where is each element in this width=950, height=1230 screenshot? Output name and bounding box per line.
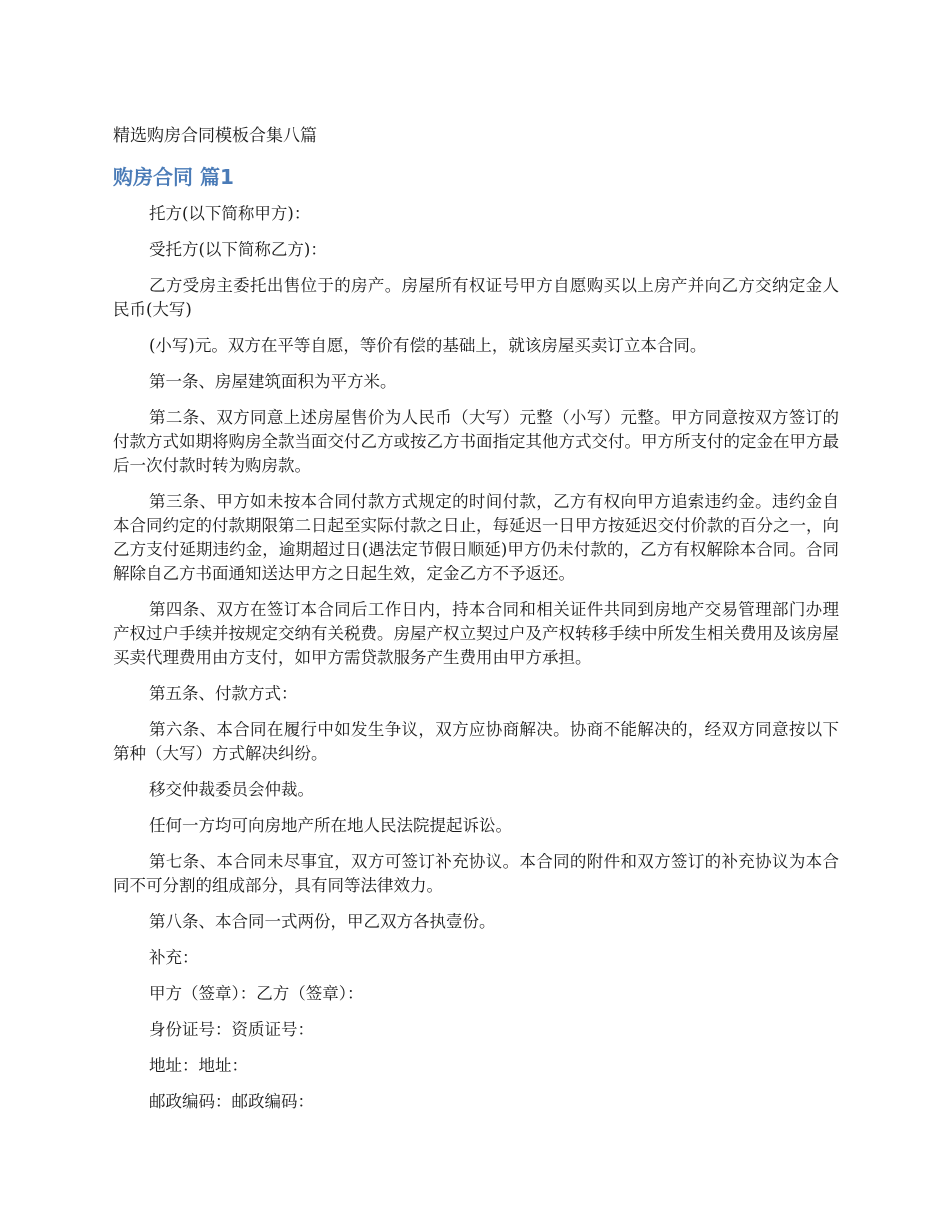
section-heading: 购房合同 篇1 bbox=[113, 165, 234, 189]
paragraph: 受托方(以下简称乙方)： bbox=[149, 240, 327, 259]
paragraph: 邮政编码：邮政编码： bbox=[149, 1092, 314, 1111]
paragraph: 托方(以下简称甲方)： bbox=[149, 204, 311, 223]
paragraph: 地址：地址： bbox=[149, 1056, 248, 1075]
paragraph: 第一条、房屋建筑面积为平方米。 bbox=[149, 372, 397, 391]
paragraph: 第八条、本合同一式两份，甲乙双方各执壹份。 bbox=[149, 912, 496, 931]
paragraph: 任何一方均可向房地产所在地人民法院提起诉讼。 bbox=[149, 816, 512, 835]
paragraph: 移交仲裁委员会仲裁。 bbox=[149, 780, 314, 799]
paragraph: 第三条、甲方如未按本合同付款方式规定的时间付款，乙方有权向甲方追索违约金。违约金自本合同约定的付款期限第二日起至实际付款之日止，每延迟一日甲方按延迟交付价款的百分之一，向乙方支付延期违约金，逾期超过日(遇法定节假日顺延)甲方仍未付款的，乙方有权解除本合同。合同解除自乙方书面通知送达甲方之日起生效，定金乙方不予返还。 bbox=[113, 492, 839, 583]
paragraph: 第四条、双方在签订本合同后工作日内，持本合同和相关证件共同到房地产交易管理部门办理产权过户手续并按规定交纳有关税费。房屋产权立契过户及产权转移手续中所发生相关费用及该房屋买卖代理费用由方支付，如甲方需贷款服务产生费用由甲方承担。 bbox=[113, 600, 839, 667]
document-title: 精选购房合同模板合集八篇 bbox=[113, 126, 317, 146]
paragraph: 补充： bbox=[149, 948, 199, 967]
paragraph: 第七条、本合同未尽事宜，双方可签订补充协议。本合同的附件和双方签订的补充协议为本合同不可分割的组成部分，具有同等法律效力。 bbox=[113, 852, 839, 895]
paragraph: 第二条、双方同意上述房屋售价为人民币（大写）元整（小写）元整。甲方同意按双方签订的付款方式如期将购房全款当面交付乙方或按乙方书面指定其他方式交付。甲方所支付的定金在甲方最后一次付款时转为购房款。 bbox=[113, 408, 839, 475]
paragraph: 甲方（签章）：乙方（签章）： bbox=[149, 984, 364, 1003]
paragraph: 乙方受房主委托出售位于的房产。房屋所有权证号甲方自愿购买以上房产并向乙方交纳定金人民币(大写) bbox=[113, 276, 839, 319]
paragraph: 第六条、本合同在履行中如发生争议，双方应协商解决。协商不能解决的，经双方同意按以下第种（大写）方式解决纠纷。 bbox=[113, 720, 839, 763]
document-body bbox=[113, 202, 839, 1126]
paragraph: (小写)元。双方在平等自愿，等价有偿的基础上，就该房屋买卖订立本合同。 bbox=[149, 336, 707, 355]
paragraph: 第五条、付款方式： bbox=[149, 684, 298, 703]
paragraph: 身份证号：资质证号： bbox=[149, 1020, 314, 1039]
